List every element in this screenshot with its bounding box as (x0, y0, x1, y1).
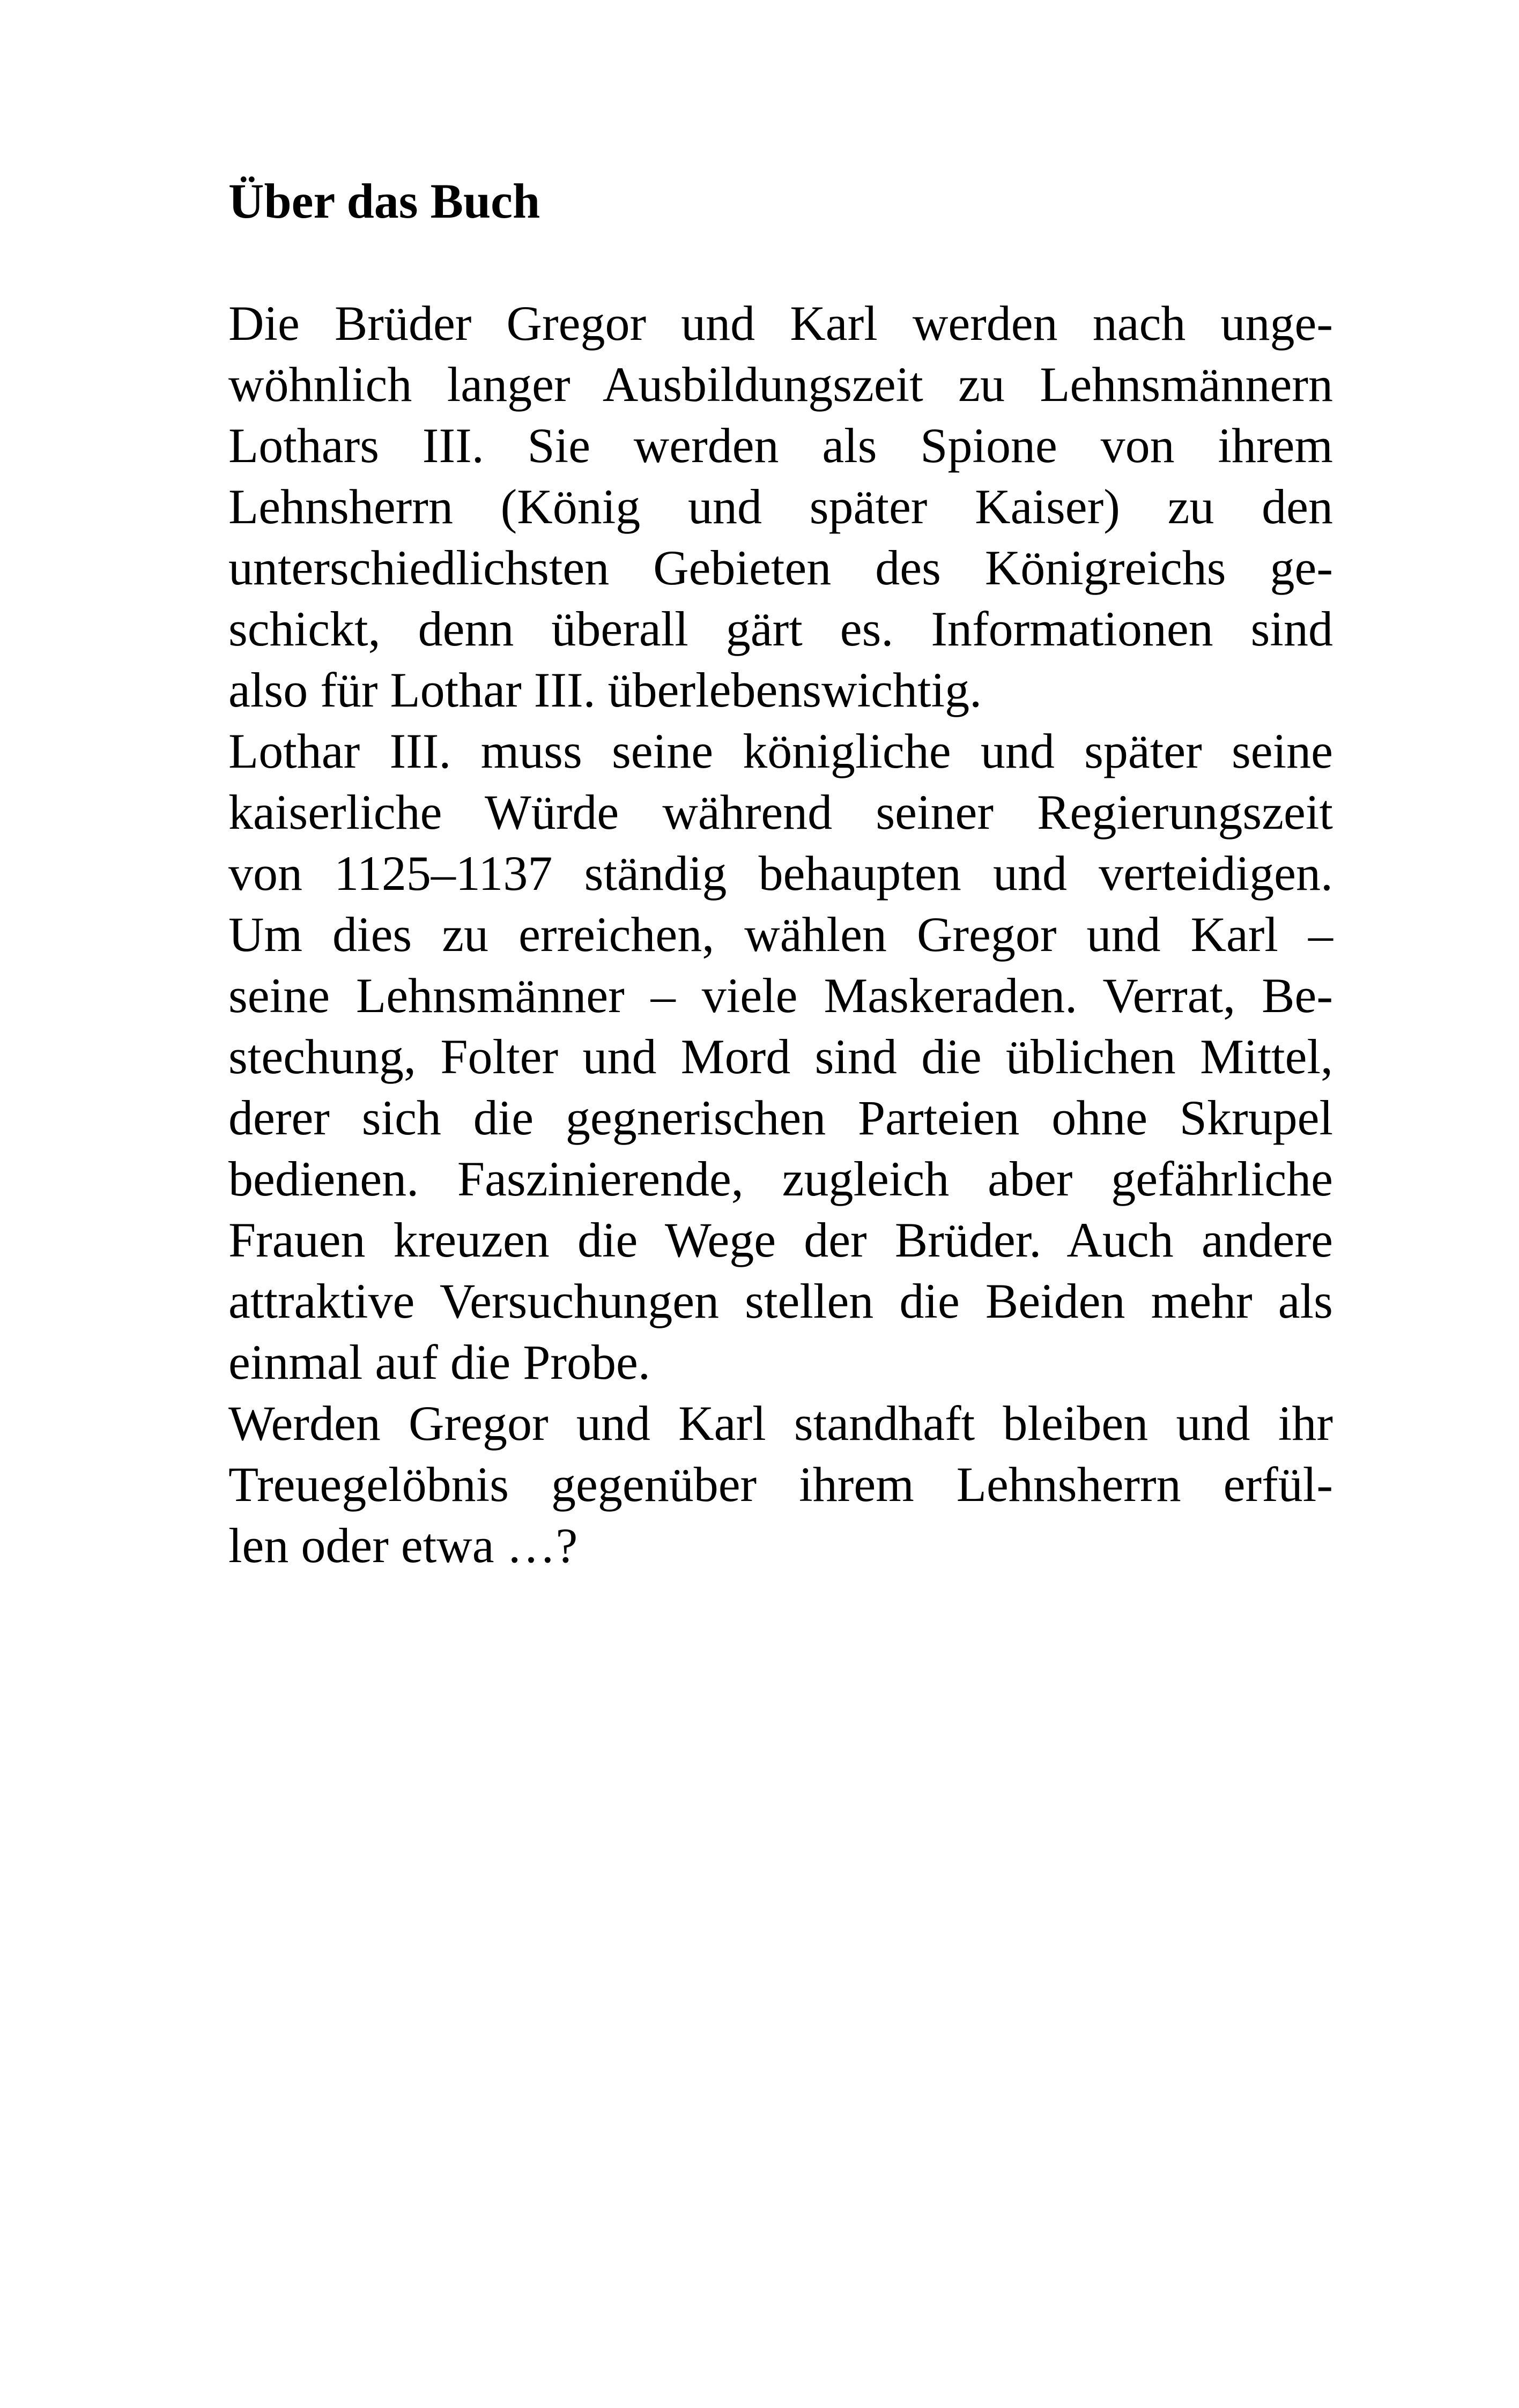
text-line: also für Lothar III. überlebenswichtig. (228, 663, 982, 717)
page-title: Über das Buch (228, 174, 540, 228)
text-line: Lehnsherrn (König und später Kaiser) zu den (228, 479, 1333, 534)
paragraph-2 (228, 720, 1333, 1393)
text-line: stechung, Folter und Mord sind die üblichen Mittel, (228, 1029, 1333, 1084)
paragraph-1 (228, 293, 1333, 720)
page-content (228, 170, 1333, 1576)
text-line: einmal auf die Probe. (228, 1335, 650, 1389)
text-line: derer sich die gegnerischen Parteien ohne Skrupel (228, 1090, 1333, 1145)
paragraph-3 (228, 1393, 1333, 1576)
text-line: Um dies zu erreichen, wählen Gregor und Karl – (228, 907, 1333, 962)
text-line: unterschiedlichsten Gebieten des Königreichs ge- (228, 540, 1333, 595)
text-line: attraktive Versuchungen stellen die Beiden mehr als (228, 1274, 1333, 1328)
text-line: Lothars III. Sie werden als Spione von ihrem (228, 418, 1333, 473)
text-line: von 1125–1137 ständig behaupten und verteidigen. (228, 846, 1333, 901)
text-line: Lothar III. muss seine königliche und später seine (228, 724, 1333, 778)
text-line: schickt, denn überall gärt es. Informationen sind (228, 601, 1333, 656)
text-line: wöhnlich langer Ausbildungszeit zu Lehnsmännern (228, 357, 1333, 412)
text-line: len oder etwa …? (228, 1518, 578, 1573)
body-text (228, 293, 1333, 1576)
text-line: Treuegelöbnis gegenüber ihrem Lehnsherrn erfül- (228, 1457, 1333, 1512)
text-line: seine Lehnsmänner – viele Maskeraden. Verrat, Be- (228, 968, 1333, 1023)
text-line: kaiserliche Würde während seiner Regierungszeit (228, 785, 1333, 839)
text-line: Frauen kreuzen die Wege der Brüder. Auch andere (228, 1213, 1333, 1267)
text-line: Werden Gregor und Karl standhaft bleiben und ihr (228, 1396, 1333, 1451)
text-line: bedienen. Faszinierende, zugleich aber gefährliche (228, 1151, 1333, 1206)
text-line: Die Brüder Gregor und Karl werden nach unge- (228, 296, 1333, 351)
